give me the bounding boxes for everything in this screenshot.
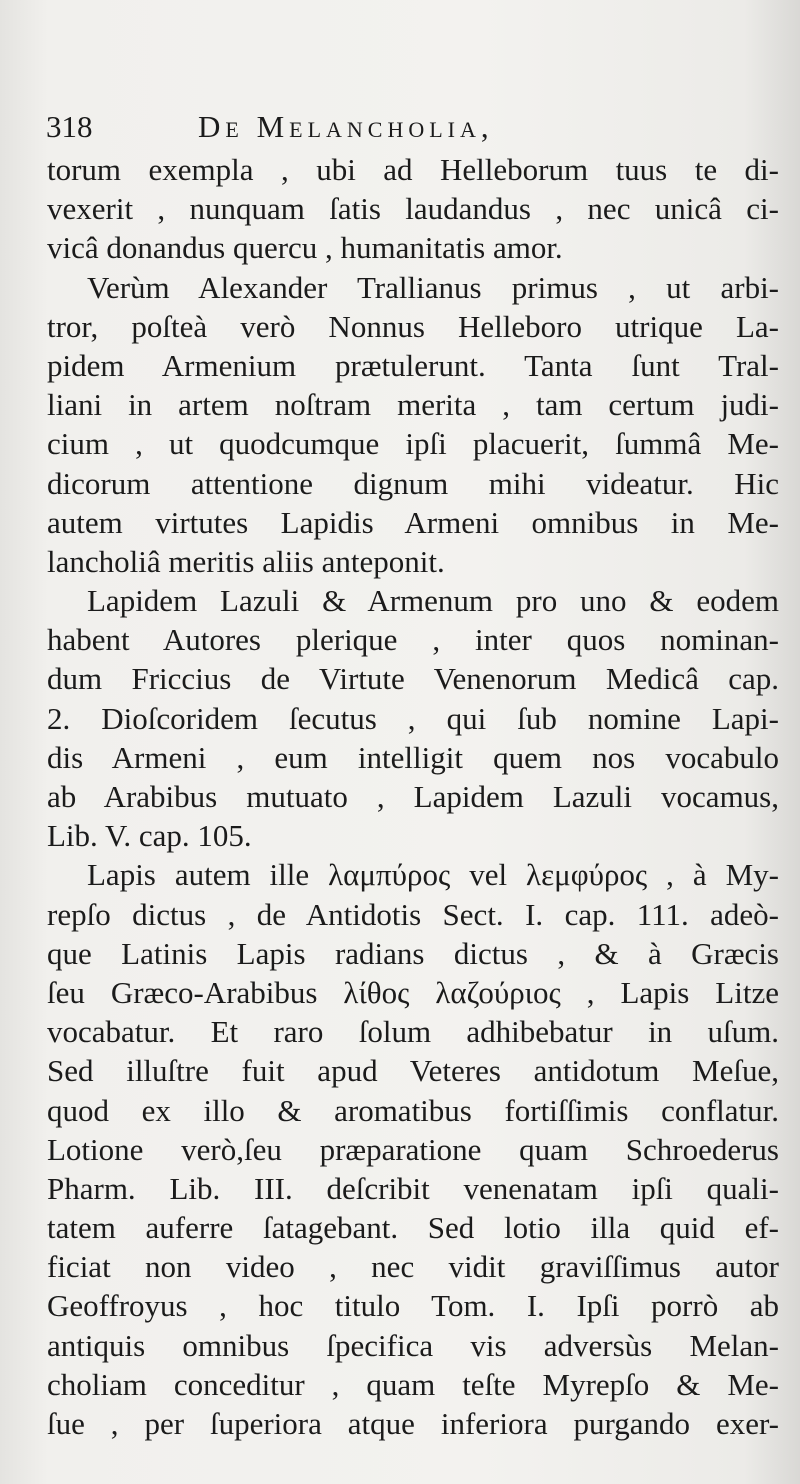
text-line: tror, poſteà verò Nonnus Helleboro utrique La- <box>47 308 779 344</box>
text-line: Lapis autem ille λαμπύρος vel λεμφύρος , à My- <box>87 857 779 893</box>
text-line: dicorum attentione dignum mihi videatur. Hic <box>47 465 779 501</box>
text-line: dis Armeni , eum intelligit quem nos vocabulo <box>47 739 779 775</box>
body-text <box>47 150 779 1443</box>
text-line: tatem auferre ſatagebant. Sed lotio illa quid ef- <box>47 1210 779 1246</box>
text-line: Verùm Alexander Trallianus primus , ut arbi- <box>87 269 779 305</box>
text-line: vexerit , nunquam ſatis laudandus , nec unicâ ci- <box>47 191 779 227</box>
text-line: ſeu Græco-Arabibus λίθος λαζούριος , Lapis Litze <box>47 974 779 1010</box>
page-header <box>46 104 766 150</box>
text-line: ſue , per ſuperiora atque inferiora purgando exer- <box>47 1406 779 1441</box>
text-line: antiquis omnibus ſpecifica vis adversùs Melan- <box>47 1327 779 1363</box>
text-line: pidem Armenium prætulerunt. Tanta ſunt Tral- <box>47 347 779 383</box>
text-line: autem virtutes Lapidis Armeni omnibus in Me- <box>47 504 779 540</box>
text-line: Lapidem Lazuli & Armenum pro uno & eodem <box>87 583 779 619</box>
text-line: Lotione verò,ſeu præparatione quam Schroederus <box>47 1131 779 1167</box>
text-line: 2. Dioſcoridem ſecutus , qui ſub nomine Lapi- <box>47 700 779 736</box>
text-line: vicâ donandus quercu , humanitatis amor. <box>47 230 563 266</box>
text-line: repſo dictus , de Antidotis Sect. I. cap. 111. adeò- <box>47 896 779 932</box>
text-line: Geoffroyus , hoc titulo Tom. I. Ipſi porrò ab <box>47 1288 779 1324</box>
text-line: que Latinis Lapis radians dictus , & à Græcis <box>47 935 779 971</box>
text-line: lancholiâ meritis aliis anteponit. <box>47 543 445 579</box>
text-line: torum exempla , ubi ad Helleborum tuus te di- <box>47 152 779 187</box>
text-line: Pharm. Lib. III. deſcribit venenatam ipſi quali- <box>47 1170 779 1206</box>
running-title: De Melancholia, <box>198 109 494 144</box>
text-line: habent Autores plerique , inter quos nominan- <box>47 622 779 658</box>
text-line: dum Friccius de Virtute Venenorum Medicâ cap. <box>47 661 779 697</box>
text-line: ab Arabibus mutuato , Lapidem Lazuli vocamus, <box>47 779 779 814</box>
text-line: quod ex illo & aromatibus fortiſſimis conflatur. <box>47 1092 779 1128</box>
page-number: 318 <box>46 109 93 144</box>
text-line: liani in artem noſtram merita , tam certum judi- <box>47 387 779 423</box>
text-line: ficiat non video , nec vidit graviſſimus autor <box>47 1249 779 1285</box>
text-line: Lib. V. cap. 105. <box>47 818 252 854</box>
text-line: Sed illuſtre fuit apud Veteres antidotum Meſue, <box>47 1053 779 1089</box>
text-line: vocabatur. Et raro ſolum adhibebatur in uſum. <box>47 1014 779 1050</box>
text-line: choliam conceditur , quam teſte Myrepſo & Me- <box>47 1366 779 1402</box>
text-line: cium , ut quodcumque ipſi placuerit, ſummâ Me- <box>47 426 779 462</box>
